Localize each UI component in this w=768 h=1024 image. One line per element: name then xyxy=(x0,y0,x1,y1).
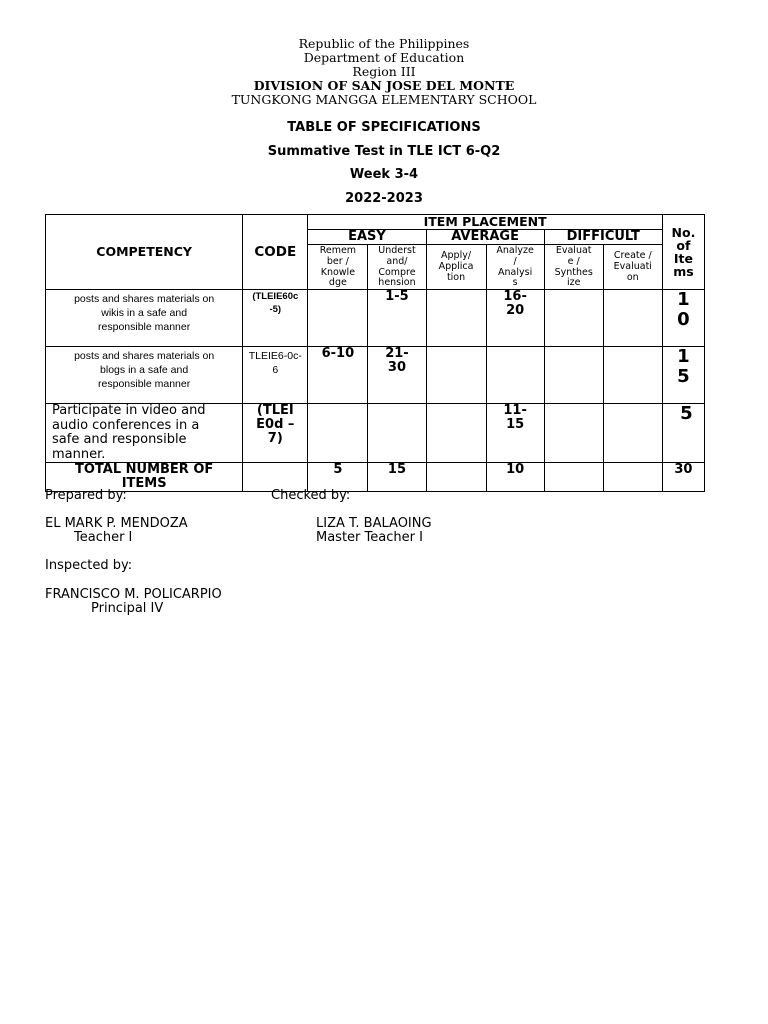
inspector-name: FRANCISCO M. POLICARPIO xyxy=(45,587,222,602)
inspected-by-label: Inspected by: xyxy=(45,558,133,573)
understand-cell: 21- 30 xyxy=(368,347,426,404)
table-row xyxy=(46,347,705,404)
inspector-title: Principal IV xyxy=(91,601,164,616)
apply-cell xyxy=(426,347,486,404)
prepared-by-label: Prepared by: xyxy=(45,488,127,503)
checked-by-label: Checked by: xyxy=(271,488,351,503)
remember-cell: 6-10 xyxy=(308,347,368,404)
preparer-name: EL MARK P. MENDOZA xyxy=(45,516,188,531)
code-cell: (TLEI E0d – 7) xyxy=(243,404,308,463)
code-cell: TLEIE6-0c- 6 xyxy=(243,347,308,404)
analyze-header: Analyze / Analysi s xyxy=(486,245,544,290)
remember-cell xyxy=(308,290,368,347)
document-week: Week 3-4 xyxy=(349,167,419,182)
total-analyze-cell: 10 xyxy=(486,463,544,492)
header-division: DIVISION OF SAN JOSE DEL MONTE xyxy=(253,78,515,93)
total-create-cell xyxy=(603,463,662,492)
total-understand-cell: 15 xyxy=(368,463,426,492)
total-items-cell: 30 xyxy=(662,463,704,492)
preparer-title: Teacher I xyxy=(74,530,133,545)
document-subject: Summative Test in TLE ICT 6-Q2 xyxy=(267,144,501,159)
analyze-cell: 11- 15 xyxy=(486,404,544,463)
no-of-items-header: No. of Ite ms xyxy=(662,215,704,290)
create-cell xyxy=(603,404,662,463)
checker-name: LIZA T. BALAOING xyxy=(316,516,432,531)
competency-cell: Participate in video and audio conferences in a safe and responsible manner. xyxy=(46,404,243,463)
total-evaluate-cell xyxy=(544,463,603,492)
items-cell: 1 5 xyxy=(662,347,704,404)
code-header: CODE xyxy=(243,215,308,290)
header-republic: Republic of the Philippines xyxy=(298,36,470,51)
evaluate-cell xyxy=(544,347,603,404)
evaluate-header: Evaluat e / Synthes ize xyxy=(544,245,603,290)
easy-group-header: EASY xyxy=(308,230,426,245)
header-school: TUNGKONG MANGGA ELEMENTARY SCHOOL xyxy=(231,92,537,107)
code-cell: (TLEIE60c -5) xyxy=(243,290,308,347)
evaluate-cell xyxy=(544,290,603,347)
items-cell: 5 xyxy=(662,404,704,463)
average-group-header: AVERAGE xyxy=(426,230,544,245)
competency-cell: posts and shares materials on wikis in a safe and responsible manner xyxy=(46,290,243,347)
create-cell xyxy=(603,347,662,404)
total-remember-cell: 5 xyxy=(308,463,368,492)
items-cell: 1 0 xyxy=(662,290,704,347)
table-row xyxy=(46,404,705,463)
difficult-group-header: DIFFICULT xyxy=(544,230,662,245)
evaluate-cell xyxy=(544,404,603,463)
total-label-cell: TOTAL NUMBER OF ITEMS xyxy=(46,463,243,492)
table-row xyxy=(46,290,705,347)
header-region: Region III xyxy=(352,64,416,79)
checker-title: Master Teacher I xyxy=(316,530,423,545)
document-title: TABLE OF SPECIFICATIONS xyxy=(287,120,481,135)
analyze-cell: 16- 20 xyxy=(486,290,544,347)
competency-header: COMPETENCY xyxy=(46,215,243,290)
document-year: 2022-2023 xyxy=(345,191,423,206)
total-row xyxy=(46,463,705,492)
understand-header: Underst and/ Compre hension xyxy=(368,245,426,290)
remember-cell xyxy=(308,404,368,463)
apply-cell xyxy=(426,290,486,347)
specifications-table xyxy=(45,214,705,492)
apply-header: Apply/ Applica tion xyxy=(426,245,486,290)
total-apply-cell xyxy=(426,463,486,492)
understand-cell: 1-5 xyxy=(368,290,426,347)
item-placement-header: ITEM PLACEMENT xyxy=(308,215,663,230)
header-department: Department of Education xyxy=(303,50,465,65)
apply-cell xyxy=(426,404,486,463)
competency-cell: posts and shares materials on blogs in a safe and responsible manner xyxy=(46,347,243,404)
understand-cell xyxy=(368,404,426,463)
remember-header: Remem ber / Knowle dge xyxy=(308,245,368,290)
analyze-cell xyxy=(486,347,544,404)
create-header: Create / Evaluati on xyxy=(603,245,662,290)
create-cell xyxy=(603,290,662,347)
